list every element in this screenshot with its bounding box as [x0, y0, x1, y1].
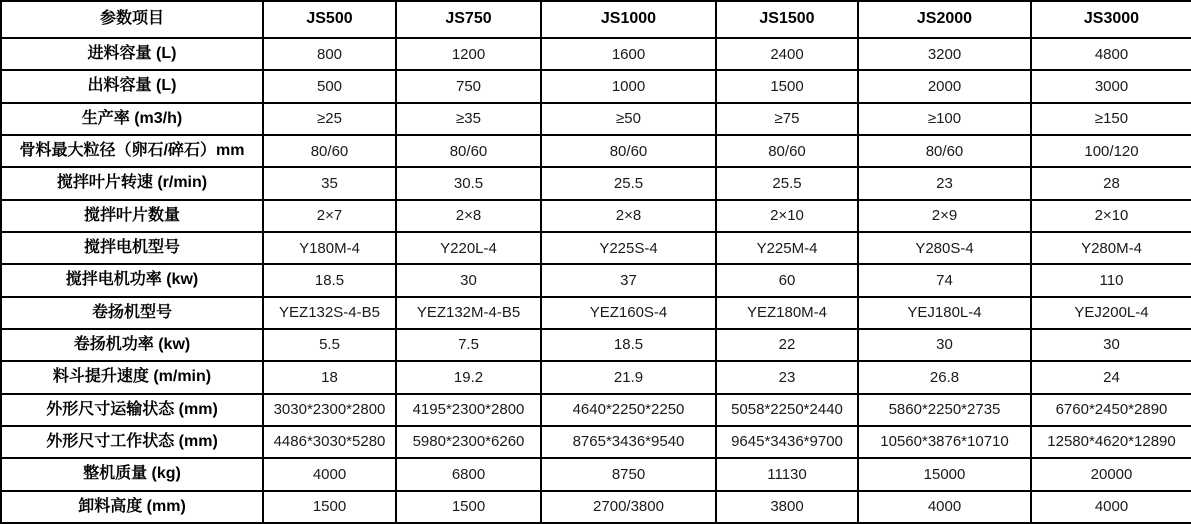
- spec-value-cell: ≥25: [263, 103, 396, 135]
- spec-value-cell: 3000: [1031, 70, 1191, 102]
- spec-value-cell: 25.5: [541, 167, 716, 199]
- spec-value-cell: 30: [1031, 329, 1191, 361]
- param-label-cell: 出料容量 (L): [1, 70, 263, 102]
- spec-value-cell: YEZ180M-4: [716, 297, 858, 329]
- spec-value-cell: 4000: [1031, 491, 1191, 523]
- spec-value-cell: 9645*3436*9700: [716, 426, 858, 458]
- spec-value-cell: 1500: [396, 491, 541, 523]
- spec-value-cell: 2000: [858, 70, 1031, 102]
- spec-value-cell: 80/60: [858, 135, 1031, 167]
- spec-value-cell: 21.9: [541, 361, 716, 393]
- spec-value-cell: 1500: [716, 70, 858, 102]
- spec-value-cell: 18: [263, 361, 396, 393]
- param-label-cell: 搅拌叶片转速 (r/min): [1, 167, 263, 199]
- spec-value-cell: 3030*2300*2800: [263, 394, 396, 426]
- spec-value-cell: 80/60: [396, 135, 541, 167]
- param-label-cell: 卷扬机功率 (kw): [1, 329, 263, 361]
- spec-value-cell: 2400: [716, 38, 858, 70]
- table-row: [1, 167, 1191, 199]
- header-model-cell: JS750: [396, 1, 541, 38]
- spec-value-cell: YEJ180L-4: [858, 297, 1031, 329]
- table-row: [1, 103, 1191, 135]
- spec-value-cell: ≥100: [858, 103, 1031, 135]
- spec-value-cell: 25.5: [716, 167, 858, 199]
- spec-value-cell: 37: [541, 264, 716, 296]
- spec-value-cell: ≥35: [396, 103, 541, 135]
- spec-value-cell: 4000: [263, 458, 396, 490]
- spec-value-cell: 5860*2250*2735: [858, 394, 1031, 426]
- spec-value-cell: ≥50: [541, 103, 716, 135]
- spec-value-cell: 4800: [1031, 38, 1191, 70]
- spec-value-cell: YEZ132S-4-B5: [263, 297, 396, 329]
- table-row: [1, 491, 1191, 523]
- spec-value-cell: 80/60: [263, 135, 396, 167]
- spec-value-cell: 2×10: [716, 200, 858, 232]
- param-label-cell: 搅拌叶片数量: [1, 200, 263, 232]
- spec-value-cell: 5.5: [263, 329, 396, 361]
- spec-value-cell: Y180M-4: [263, 232, 396, 264]
- param-label-cell: 搅拌电机功率 (kw): [1, 264, 263, 296]
- spec-value-cell: 110: [1031, 264, 1191, 296]
- spec-value-cell: Y280S-4: [858, 232, 1031, 264]
- spec-value-cell: 11130: [716, 458, 858, 490]
- spec-value-cell: 7.5: [396, 329, 541, 361]
- spec-value-cell: 30: [858, 329, 1031, 361]
- param-label-cell: 生产率 (m3/h): [1, 103, 263, 135]
- spec-value-cell: 1500: [263, 491, 396, 523]
- table-row: [1, 232, 1191, 264]
- header-model-cell: JS1500: [716, 1, 858, 38]
- spec-value-cell: YEZ132M-4-B5: [396, 297, 541, 329]
- spec-value-cell: 1000: [541, 70, 716, 102]
- spec-value-cell: Y280M-4: [1031, 232, 1191, 264]
- spec-value-cell: 2×8: [541, 200, 716, 232]
- spec-value-cell: 3200: [858, 38, 1031, 70]
- table-row: [1, 458, 1191, 490]
- spec-value-cell: 4195*2300*2800: [396, 394, 541, 426]
- spec-value-cell: 800: [263, 38, 396, 70]
- spec-value-cell: 20000: [1031, 458, 1191, 490]
- spec-value-cell: 35: [263, 167, 396, 199]
- spec-value-cell: 12580*4620*12890: [1031, 426, 1191, 458]
- spec-value-cell: 500: [263, 70, 396, 102]
- spec-value-cell: YEZ160S-4: [541, 297, 716, 329]
- spec-value-cell: 22: [716, 329, 858, 361]
- spec-value-cell: Y225S-4: [541, 232, 716, 264]
- header-row: [1, 1, 1191, 38]
- table-row: [1, 297, 1191, 329]
- spec-value-cell: 2×8: [396, 200, 541, 232]
- table-row: [1, 200, 1191, 232]
- spec-value-cell: 80/60: [716, 135, 858, 167]
- param-label-cell: 外形尺寸工作状态 (mm): [1, 426, 263, 458]
- table-row: [1, 329, 1191, 361]
- spec-value-cell: 2×7: [263, 200, 396, 232]
- spec-value-cell: 30.5: [396, 167, 541, 199]
- spec-value-cell: 3800: [716, 491, 858, 523]
- param-label-cell: 卷扬机型号: [1, 297, 263, 329]
- table-row: [1, 426, 1191, 458]
- spec-value-cell: 4486*3030*5280: [263, 426, 396, 458]
- header-model-cell: JS3000: [1031, 1, 1191, 38]
- table-row: [1, 70, 1191, 102]
- spec-value-cell: 10560*3876*10710: [858, 426, 1031, 458]
- spec-value-cell: 1200: [396, 38, 541, 70]
- header-model-cell: JS500: [263, 1, 396, 38]
- param-label-cell: 进料容量 (L): [1, 38, 263, 70]
- spec-value-cell: 2×9: [858, 200, 1031, 232]
- spec-table-body: [1, 38, 1191, 523]
- spec-value-cell: 74: [858, 264, 1031, 296]
- spec-value-cell: 24: [1031, 361, 1191, 393]
- spec-value-cell: 6800: [396, 458, 541, 490]
- spec-value-cell: 5058*2250*2440: [716, 394, 858, 426]
- spec-value-cell: 15000: [858, 458, 1031, 490]
- spec-value-cell: 23: [858, 167, 1031, 199]
- spec-value-cell: 60: [716, 264, 858, 296]
- table-row: [1, 361, 1191, 393]
- spec-value-cell: 23: [716, 361, 858, 393]
- spec-value-cell: 28: [1031, 167, 1191, 199]
- spec-value-cell: 100/120: [1031, 135, 1191, 167]
- param-label-cell: 卸料高度 (mm): [1, 491, 263, 523]
- spec-value-cell: 19.2: [396, 361, 541, 393]
- spec-value-cell: 18.5: [263, 264, 396, 296]
- spec-value-cell: YEJ200L-4: [1031, 297, 1191, 329]
- table-row: [1, 264, 1191, 296]
- spec-value-cell: 18.5: [541, 329, 716, 361]
- param-label-cell: 整机质量 (kg): [1, 458, 263, 490]
- spec-value-cell: 6760*2450*2890: [1031, 394, 1191, 426]
- param-label-cell: 搅拌电机型号: [1, 232, 263, 264]
- header-model-cell: JS1000: [541, 1, 716, 38]
- spec-value-cell: ≥75: [716, 103, 858, 135]
- spec-value-cell: 2700/3800: [541, 491, 716, 523]
- spec-value-cell: 1600: [541, 38, 716, 70]
- spec-value-cell: 8765*3436*9540: [541, 426, 716, 458]
- header-model-cell: JS2000: [858, 1, 1031, 38]
- spec-value-cell: ≥150: [1031, 103, 1191, 135]
- param-label-cell: 骨料最大粒径（卵石/碎石）mm: [1, 135, 263, 167]
- spec-value-cell: 5980*2300*6260: [396, 426, 541, 458]
- spec-value-cell: 2×10: [1031, 200, 1191, 232]
- spec-value-cell: 80/60: [541, 135, 716, 167]
- param-label-cell: 外形尺寸运输状态 (mm): [1, 394, 263, 426]
- param-label-cell: 料斗提升速度 (m/min): [1, 361, 263, 393]
- table-row: [1, 135, 1191, 167]
- table-row: [1, 394, 1191, 426]
- header-param-cell: 参数项目: [1, 1, 263, 38]
- spec-value-cell: 4640*2250*2250: [541, 394, 716, 426]
- table-row: [1, 38, 1191, 70]
- spec-value-cell: Y220L-4: [396, 232, 541, 264]
- spec-value-cell: Y225M-4: [716, 232, 858, 264]
- spec-value-cell: 26.8: [858, 361, 1031, 393]
- spec-value-cell: 30: [396, 264, 541, 296]
- spec-value-cell: 4000: [858, 491, 1031, 523]
- spec-value-cell: 750: [396, 70, 541, 102]
- spec-value-cell: 8750: [541, 458, 716, 490]
